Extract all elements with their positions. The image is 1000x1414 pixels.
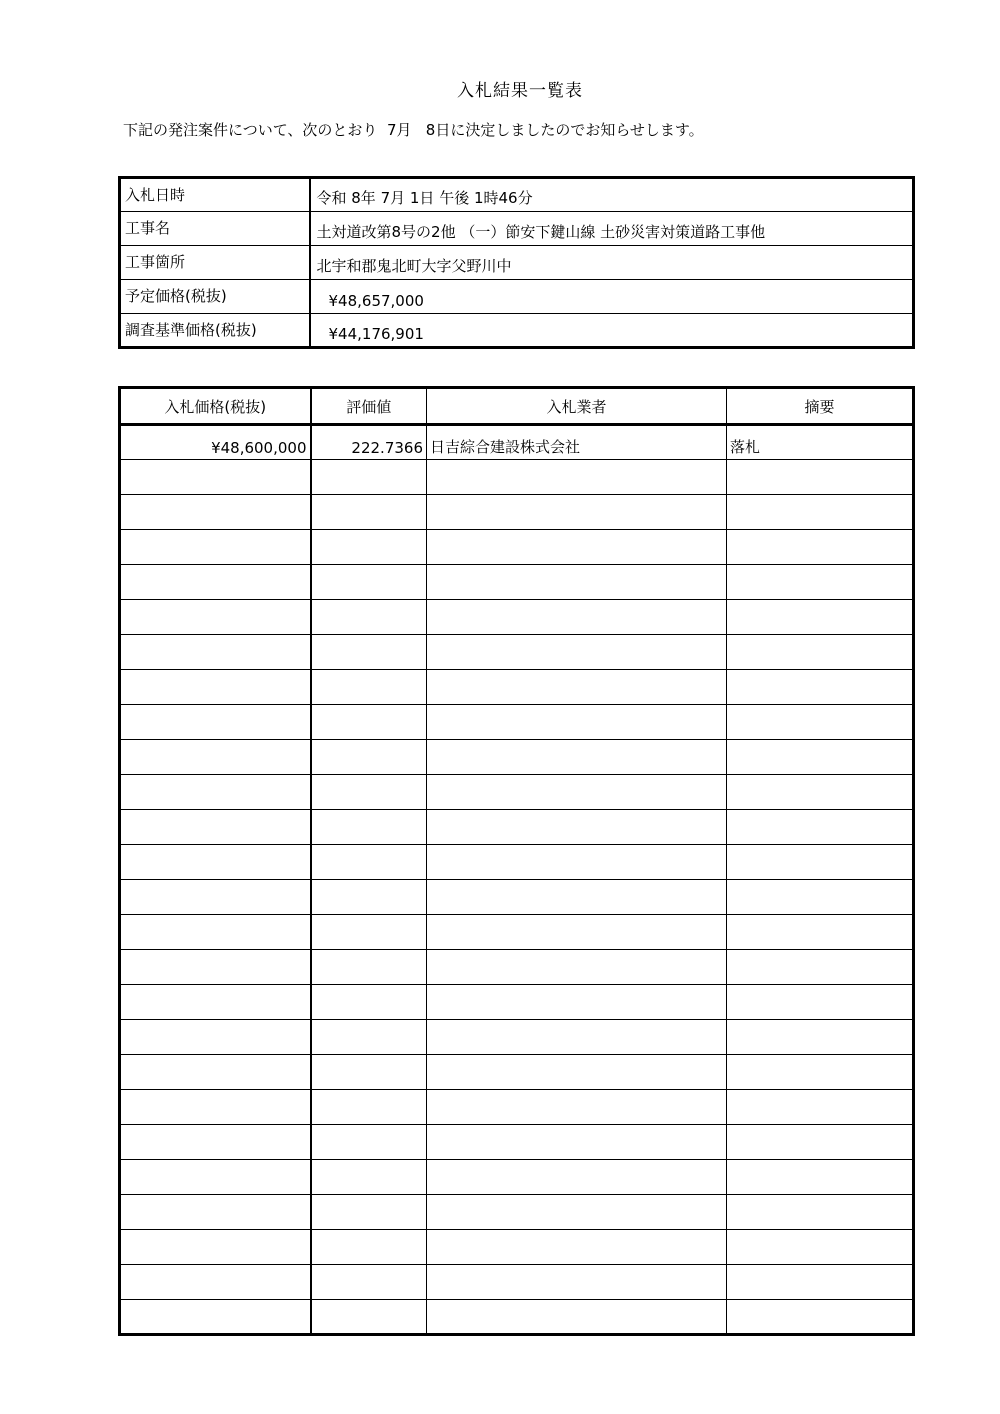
empty-cell [427, 530, 727, 565]
bid-results-table [118, 386, 915, 1336]
empty-cell [120, 1020, 311, 1055]
empty-cell [120, 1160, 311, 1195]
info-label-location: 工事箇所 [120, 246, 310, 280]
empty-cell [427, 460, 727, 495]
info-value-base-price: ¥44,176,901 [310, 314, 914, 348]
empty-cell [120, 1090, 311, 1125]
empty-row [120, 635, 914, 670]
empty-cell [727, 915, 914, 950]
cell-evaluation: 222.7366 [311, 425, 427, 460]
header-bid-price: 入札価格(税抜) [120, 388, 311, 425]
empty-cell [120, 1125, 311, 1160]
empty-row [120, 950, 914, 985]
empty-cell [727, 950, 914, 985]
empty-cell [311, 600, 427, 635]
info-label-planned-price: 予定価格(税抜) [120, 280, 310, 314]
empty-row [120, 740, 914, 775]
bid-info-table [118, 176, 915, 349]
empty-cell [311, 985, 427, 1020]
empty-cell [120, 1195, 311, 1230]
empty-cell [311, 635, 427, 670]
empty-cell [311, 740, 427, 775]
empty-cell [311, 705, 427, 740]
empty-cell [120, 1265, 311, 1300]
empty-cell [427, 600, 727, 635]
info-value-planned-price: ¥48,657,000 [310, 280, 914, 314]
empty-row [120, 670, 914, 705]
empty-cell [311, 880, 427, 915]
empty-cell [120, 775, 311, 810]
empty-row [120, 1020, 914, 1055]
empty-cell [311, 495, 427, 530]
empty-row [120, 705, 914, 740]
empty-cell [120, 845, 311, 880]
empty-cell [427, 1125, 727, 1160]
empty-cell [120, 880, 311, 915]
header-evaluation: 評価値 [311, 388, 427, 425]
empty-cell [120, 810, 311, 845]
info-row [120, 212, 914, 246]
empty-cell [427, 985, 727, 1020]
empty-cell [120, 565, 311, 600]
empty-cell [427, 670, 727, 705]
empty-cell [727, 600, 914, 635]
empty-cell [727, 1195, 914, 1230]
empty-cell [311, 810, 427, 845]
empty-cell [120, 670, 311, 705]
empty-row [120, 1265, 914, 1300]
empty-cell [311, 670, 427, 705]
empty-cell [727, 1125, 914, 1160]
empty-row [120, 565, 914, 600]
empty-cell [427, 1265, 727, 1300]
empty-cell [311, 1195, 427, 1230]
empty-cell [427, 495, 727, 530]
empty-cell [427, 1230, 727, 1265]
empty-cell [727, 670, 914, 705]
empty-cell [311, 1230, 427, 1265]
empty-cell [311, 565, 427, 600]
empty-cell [311, 950, 427, 985]
empty-row [120, 1125, 914, 1160]
empty-row [120, 915, 914, 950]
empty-cell [427, 880, 727, 915]
empty-cell [427, 845, 727, 880]
empty-row [120, 530, 914, 565]
empty-row [120, 600, 914, 635]
info-value-work-name: 土対道改第8号の2他 （一）節安下鍵山線 土砂災害対策道路工事他 [310, 212, 914, 246]
empty-cell [727, 1090, 914, 1125]
empty-cell [727, 530, 914, 565]
info-label-base-price: 調査基準価格(税抜) [120, 314, 310, 348]
empty-cell [120, 985, 311, 1020]
empty-cell [427, 915, 727, 950]
empty-cell [727, 845, 914, 880]
empty-row [120, 1055, 914, 1090]
empty-cell [727, 635, 914, 670]
cell-remarks: 落札 [727, 425, 914, 460]
empty-cell [311, 1125, 427, 1160]
empty-cell [120, 705, 311, 740]
empty-cell [427, 565, 727, 600]
empty-cell [120, 1300, 311, 1335]
empty-cell [727, 460, 914, 495]
info-label-work-name: 工事名 [120, 212, 310, 246]
empty-cell [427, 1020, 727, 1055]
notice-text: 下記の発注案件について、次のとおり 7月 8日に決定しましたのでお知らせします。 [123, 121, 704, 139]
results-body [120, 425, 914, 1335]
empty-cell [311, 1090, 427, 1125]
empty-cell [427, 705, 727, 740]
empty-row [120, 1300, 914, 1335]
empty-cell [727, 495, 914, 530]
empty-cell [120, 460, 311, 495]
empty-cell [120, 1230, 311, 1265]
empty-cell [311, 460, 427, 495]
empty-row [120, 1230, 914, 1265]
info-row [120, 280, 914, 314]
empty-cell [427, 1160, 727, 1195]
empty-cell [427, 810, 727, 845]
empty-cell [311, 1265, 427, 1300]
empty-row [120, 880, 914, 915]
empty-cell [120, 530, 311, 565]
table-row [120, 425, 914, 460]
empty-cell [727, 1020, 914, 1055]
empty-cell [427, 1090, 727, 1125]
empty-cell [727, 880, 914, 915]
empty-row [120, 775, 914, 810]
empty-cell [120, 1055, 311, 1090]
empty-cell [120, 950, 311, 985]
empty-cell [727, 775, 914, 810]
info-row [120, 178, 914, 212]
empty-cell [727, 705, 914, 740]
empty-cell [120, 600, 311, 635]
empty-cell [311, 915, 427, 950]
empty-cell [727, 1265, 914, 1300]
empty-cell [311, 775, 427, 810]
empty-row [120, 1195, 914, 1230]
empty-cell [727, 1300, 914, 1335]
empty-row [120, 495, 914, 530]
empty-cell [120, 915, 311, 950]
empty-cell [311, 1055, 427, 1090]
page-title: 入札結果一覧表 [457, 81, 583, 101]
empty-cell [311, 845, 427, 880]
cell-bidder: 日吉綜合建設株式会社 [427, 425, 727, 460]
empty-cell [120, 740, 311, 775]
empty-cell [311, 1160, 427, 1195]
empty-row [120, 845, 914, 880]
empty-cell [427, 635, 727, 670]
empty-cell [427, 1055, 727, 1090]
empty-cell [427, 950, 727, 985]
info-value-location: 北宇和郡鬼北町大字父野川中 [310, 246, 914, 280]
empty-cell [727, 565, 914, 600]
info-label-date: 入札日時 [120, 178, 310, 212]
empty-cell [120, 635, 311, 670]
empty-cell [311, 1300, 427, 1335]
empty-row [120, 810, 914, 845]
empty-cell [427, 1300, 727, 1335]
empty-cell [727, 740, 914, 775]
empty-cell [727, 1055, 914, 1090]
header-remarks: 摘要 [727, 388, 914, 425]
empty-row [120, 460, 914, 495]
empty-row [120, 985, 914, 1020]
results-header-row [120, 388, 914, 425]
empty-cell [427, 775, 727, 810]
info-value-date: 令和 8年 7月 1日 午後 1時46分 [310, 178, 914, 212]
empty-row [120, 1090, 914, 1125]
empty-cell [727, 1160, 914, 1195]
info-row [120, 314, 914, 348]
empty-row [120, 1160, 914, 1195]
empty-cell [427, 1195, 727, 1230]
empty-cell [727, 985, 914, 1020]
empty-cell [311, 1020, 427, 1055]
empty-cell [311, 530, 427, 565]
empty-cell [727, 1230, 914, 1265]
cell-bid-price: ¥48,600,000 [120, 425, 311, 460]
empty-cell [120, 495, 311, 530]
header-bidder: 入札業者 [427, 388, 727, 425]
empty-cell [727, 810, 914, 845]
info-row [120, 246, 914, 280]
empty-cell [427, 740, 727, 775]
